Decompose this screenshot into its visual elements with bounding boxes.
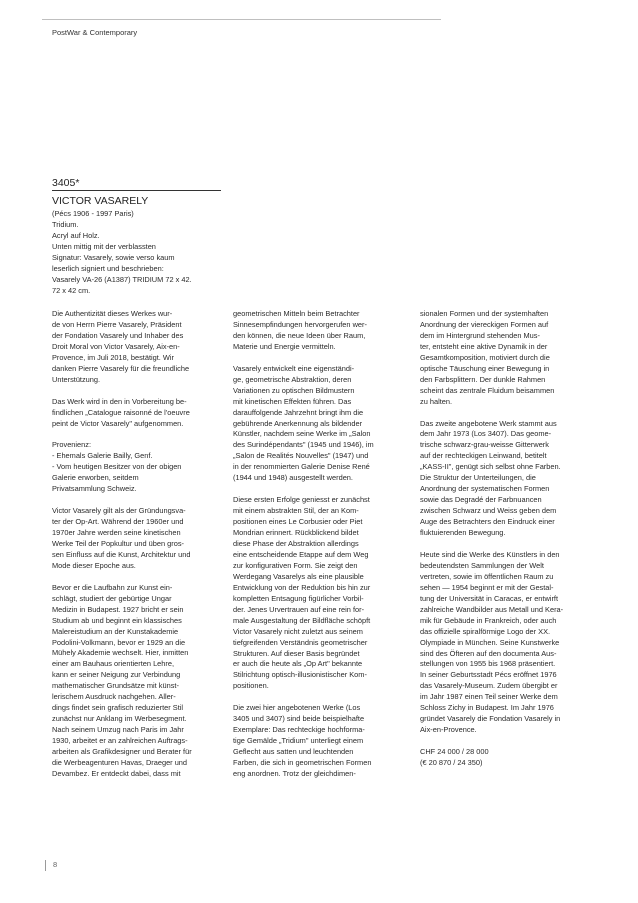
text-line: Studium ab und beginnt ein klassisches xyxy=(52,615,182,625)
text-line: positionen. xyxy=(233,681,269,691)
text-line: Diese ersten Erfolge geniesst er zunächst xyxy=(233,495,370,505)
text-line: Entwicklung von der Reduktion bis hin zur xyxy=(233,582,371,592)
text-line: Stilrichtung optisch-illusionistischer Kom- xyxy=(233,670,367,680)
text-line: Variationen zu optischen Bildmustern xyxy=(233,385,355,395)
detail-line: Unten mittig mit der verblassten xyxy=(52,241,156,251)
paragraph-gap xyxy=(233,484,398,495)
text-line: dings findet sein grafisch reduzierter Stil xyxy=(52,703,184,713)
paragraph-gap xyxy=(420,736,585,747)
text-line: „KASS-II", genügt sich selbst ohne Farben. xyxy=(420,462,561,472)
text-line: Exemplare: Das rechteckige hochforma- xyxy=(233,725,365,735)
text-line: zunächst nur Anklang im Werbesegment. xyxy=(52,714,187,724)
text-line: eine entscheidende Etappe auf dem Weg xyxy=(233,549,369,559)
text-line: gebührende Anerkennung als bildender xyxy=(233,418,363,428)
text-line: Mühely Akademie wechselt. Hier, inmitten xyxy=(52,648,189,658)
text-line: den können, die neue Ideen über Raum, xyxy=(233,330,366,340)
text-line: stellungen von 1955 bis 1968 präsentiert. xyxy=(420,659,556,669)
text-line: sen Einfluss auf die Kunst, Architektur und xyxy=(52,549,191,559)
text-line: de von Herrn Pierre Vasarely, Präsident xyxy=(52,319,182,329)
text-line: einer am Bauhaus orientierten Lehre, xyxy=(52,659,175,669)
text-line: - Vom heutigen Besitzer von der obigen xyxy=(52,462,182,472)
text-line: Provenienz: xyxy=(52,440,92,450)
text-line: auf der rechteckigen Leinwand, betitelt xyxy=(420,451,547,461)
text-line: zwischen Schwarz und Weiss geben dem xyxy=(420,506,557,516)
text-line: das Vasarely-Museum. Zudem übergibt er xyxy=(420,681,558,691)
text-line: Heute sind die Werke des Künstlers in den xyxy=(420,549,560,559)
text-line: Droit Moral von Victor Vasarely, Aix-en- xyxy=(52,341,180,351)
detail-line: leserlich signiert und beschrieben: xyxy=(52,263,164,273)
paragraph-gap xyxy=(420,539,585,550)
text-line: Schloss Zichy in Budapest. Im Jahr 1976 xyxy=(420,703,554,713)
text-line: sehen — 1954 beginnt er mit der Gestal- xyxy=(420,582,554,592)
text-line: dem im Hintergrund stehenden Mus- xyxy=(420,330,540,340)
text-line: Medizin in Budapest. 1927 bricht er sein xyxy=(52,604,184,614)
text-line: Die Struktur der Unterteilungen, die xyxy=(420,473,536,483)
text-line: sind des Öfteren auf den documenta Aus- xyxy=(420,648,557,658)
text-line: tiefgreifenden Verständnis geometrischer xyxy=(233,637,368,647)
text-line: Mondrian erinnert. Rückblickend bildet xyxy=(233,528,359,538)
text-line: in der renommierten Galerie Denise René xyxy=(233,462,370,472)
paragraph-gap xyxy=(52,572,217,583)
text-line: mik für Gebäude in Frankreich, oder auch xyxy=(420,615,557,625)
header-rule xyxy=(42,19,441,20)
text-line: er auch die heute als „Op Art" bekannte xyxy=(233,659,363,669)
lot-details xyxy=(52,209,227,297)
text-line: sionalen Formen und der systemhaften xyxy=(420,309,549,318)
text-column-1 xyxy=(52,309,217,780)
text-line: das offizielle spiralförmige Logo der XX. xyxy=(420,626,551,636)
text-column-3 xyxy=(420,309,585,769)
text-line: 1930, arbeitet er an zahlreichen Auftrags- xyxy=(52,736,188,746)
text-line: mit kinetischen Effekten führen. Das xyxy=(233,396,352,406)
text-column-2 xyxy=(233,309,398,780)
text-line: im Jahr 1987 einen Teil seiner Werke dem xyxy=(420,692,558,702)
text-line: kann er seiner Neigung zur Verbindung xyxy=(52,670,181,680)
text-line: Anordnung der viereckigen Formen auf xyxy=(420,319,549,329)
text-line: kompletten Entsagung figürlicher Vorbil- xyxy=(233,593,364,603)
text-line: Das zweite angebotene Werk stammt aus xyxy=(420,418,557,428)
text-line: vertreten, sowie im öffentlichen Raum zu xyxy=(420,571,554,581)
text-line: Olympiade in München. Seine Kunstwerke xyxy=(420,637,560,647)
text-line: bedeutendsten Sammlungen der Welt xyxy=(420,560,544,570)
text-line: Farben, die sich in geometrischen Formen xyxy=(233,758,372,768)
paragraph-gap xyxy=(420,408,585,419)
text-line: geometrischen Mitteln beim Betrachter xyxy=(233,309,360,318)
text-line: positionen eines Le Corbusier oder Piet xyxy=(233,517,363,527)
text-line: Galerie erworben, seitdem xyxy=(52,473,139,483)
paragraph-gap xyxy=(233,692,398,703)
text-line: Werdegang Vasarelys als eine plausible xyxy=(233,571,364,581)
text-line: Materie und Energie vermitteln. xyxy=(233,341,336,351)
page-number: 8 xyxy=(53,860,58,869)
paragraph-gap xyxy=(233,353,398,364)
text-line: mathematischer Grundsätze mit künst- xyxy=(52,681,179,691)
text-line: eng anordnen. Trotz der gleichdimen- xyxy=(233,768,356,778)
text-line: - Ehemals Galerie Bailly, Genf. xyxy=(52,451,153,461)
text-line: Aix-en-Provence. xyxy=(420,725,477,735)
text-line: male Ausgestaltung der Bildfläche schöpft xyxy=(233,615,371,625)
detail-line: Acryl auf Holz. xyxy=(52,230,100,240)
lot-number: 3405* xyxy=(52,177,80,189)
lot-divider xyxy=(52,190,221,191)
text-line: 1970er Jahre werden seine kinetischen xyxy=(52,528,181,538)
text-line: Künstler, nachdem seine Werke im „Salon xyxy=(233,429,371,439)
text-line: Devambez. Er entdeckt dabei, dass mit xyxy=(52,768,181,778)
text-line: Sinnesempfindungen hervorgerufen wer- xyxy=(233,319,367,329)
footer-rule xyxy=(45,860,46,871)
text-line: optische Täuschung einer Bewegung in xyxy=(420,363,550,373)
text-line: Gesamtkomposition, motiviert durch die xyxy=(420,352,550,362)
text-line: Podolini-Volkmann, bevor er 1929 an die xyxy=(52,637,186,647)
text-line: Die Authentizität dieses Werkes wur- xyxy=(52,309,173,318)
text-line: Vasarely entwickelt eine eigenständi- xyxy=(233,363,355,373)
text-line: des Surindépendants" (1945 und 1946), im xyxy=(233,440,374,450)
artist-name: VICTOR VASARELY xyxy=(52,195,149,207)
text-line: schlägt, studiert der gebürtige Ungar xyxy=(52,593,172,603)
text-line: ter, entsteht eine aktive Dynamik in der xyxy=(420,341,548,351)
text-line: gründet Vasarely die Fondation Vasarely in xyxy=(420,714,561,724)
text-line: Mode dieser Epoche aus. xyxy=(52,560,136,570)
detail-line: Vasarely VA-26 (A1387) TRIDIUM 72 x 42. xyxy=(52,274,192,284)
text-line: Anordnung der systematischen Formen xyxy=(420,484,550,494)
text-line: Die zwei hier angebotenen Werke (Los xyxy=(233,703,361,713)
text-line: zu halten. xyxy=(420,396,453,406)
text-line: lerischem Ausdruck nachgehen. Aller- xyxy=(52,692,176,702)
text-line: CHF 24 000 / 28 000 xyxy=(420,747,489,757)
text-line: scheint das zentrale Fluidum beisammen xyxy=(420,385,555,395)
text-line: Bevor er die Laufbahn zur Kunst ein- xyxy=(52,582,173,592)
text-line: der. Jenes Urvertrauen auf eine rein for- xyxy=(233,604,365,614)
detail-line: (Pécs 1906 - 1997 Paris) xyxy=(52,209,134,218)
text-line: darauffolgende Jahrzehnt bringt ihm die xyxy=(233,407,364,417)
text-line: die Werbeagenturen Havas, Draeger und xyxy=(52,758,188,768)
text-line: „Salon de Realités Nouvelles" (1947) und xyxy=(233,451,369,461)
text-line: zahlreiche Wandbilder aus Metall und Kera- xyxy=(420,604,564,614)
text-line: Unterstützung. xyxy=(52,374,101,384)
section-header: PostWar & Contemporary xyxy=(52,28,138,37)
text-line: Das Werk wird in den in Vorbereitung be- xyxy=(52,396,187,406)
text-line: mit einem abstrakten Stil, der an Kom- xyxy=(233,506,359,516)
text-line: ge, geometrische Abstraktion, deren xyxy=(233,374,352,384)
text-line: Nach seinem Umzug nach Paris im Jahr xyxy=(52,725,184,735)
text-line: tung der Universität in Caracas, er entwirft xyxy=(420,593,559,603)
paragraph-gap xyxy=(52,429,217,440)
text-line: sowie das Degradé der Farbnuancen xyxy=(420,495,542,505)
text-line: Provence, im Juli 2018, bestätigt. Wir xyxy=(52,352,174,362)
text-line: Privatsammlung Schweiz. xyxy=(52,484,137,494)
text-line: Victor Vasarely gilt als der Gründungsva- xyxy=(52,506,186,516)
text-line: Geflecht aus satten und leuchtenden xyxy=(233,747,354,757)
text-line: (1944 und 1948) ausgestellt werden. xyxy=(233,473,353,483)
text-line: peint de Victor Vasarely" aufgenommen. xyxy=(52,418,184,428)
detail-line: Signatur: Vasarely, sowie verso kaum xyxy=(52,252,175,262)
text-line: Auge des Betrachters den Eindruck einer xyxy=(420,517,555,527)
text-line: Werke Teil der Popkultur und üben gros- xyxy=(52,538,185,548)
detail-line: 72 x 42 cm. xyxy=(52,285,91,295)
text-line: Malereistudium an der Kunstakademie xyxy=(52,626,179,636)
text-line: tige Gemälde „Tridium" unterliegt einem xyxy=(233,736,364,746)
text-line: dem Jahr 1973 (Los 3407). Das geome- xyxy=(420,429,552,439)
paragraph-gap xyxy=(52,495,217,506)
text-line: Strukturen. Auf dieser Basis begründet xyxy=(233,648,360,658)
text-line: arbeiten als Grafikdesigner und Berater für xyxy=(52,747,192,757)
text-line: zur konfigurativen Form. Sie zeigt den xyxy=(233,560,358,570)
paragraph-gap xyxy=(52,386,217,397)
text-line: danken Pierre Vasarely für die freundliche xyxy=(52,363,190,373)
detail-line: Tridium. xyxy=(52,219,79,229)
text-line: In seiner Geburtsstadt Pécs eröffnet 1976 xyxy=(420,670,557,680)
text-line: 3405 und 3407) sind beide beispielhafte xyxy=(233,714,365,724)
text-line: ter der Op-Art. Während der 1960er und xyxy=(52,517,184,527)
text-line: den Farbsplittern. Der dunkle Rahmen xyxy=(420,374,546,384)
text-line: (€ 20 870 / 24 350) xyxy=(420,758,483,768)
text-line: Victor Vasarely nicht zuletzt aus seinem xyxy=(233,626,363,636)
text-line: der Fondation Vasarely und Inhaber des xyxy=(52,330,184,340)
text-line: trische schwarz-grau-weisse Gitterwerk xyxy=(420,440,549,450)
text-line: fluktuierenden Bewegung. xyxy=(420,528,506,538)
text-line: findlichen „Catalogue raisonné de l'oeuvre xyxy=(52,407,190,417)
text-line: diese Phase der Abstraktion allerdings xyxy=(233,538,359,548)
